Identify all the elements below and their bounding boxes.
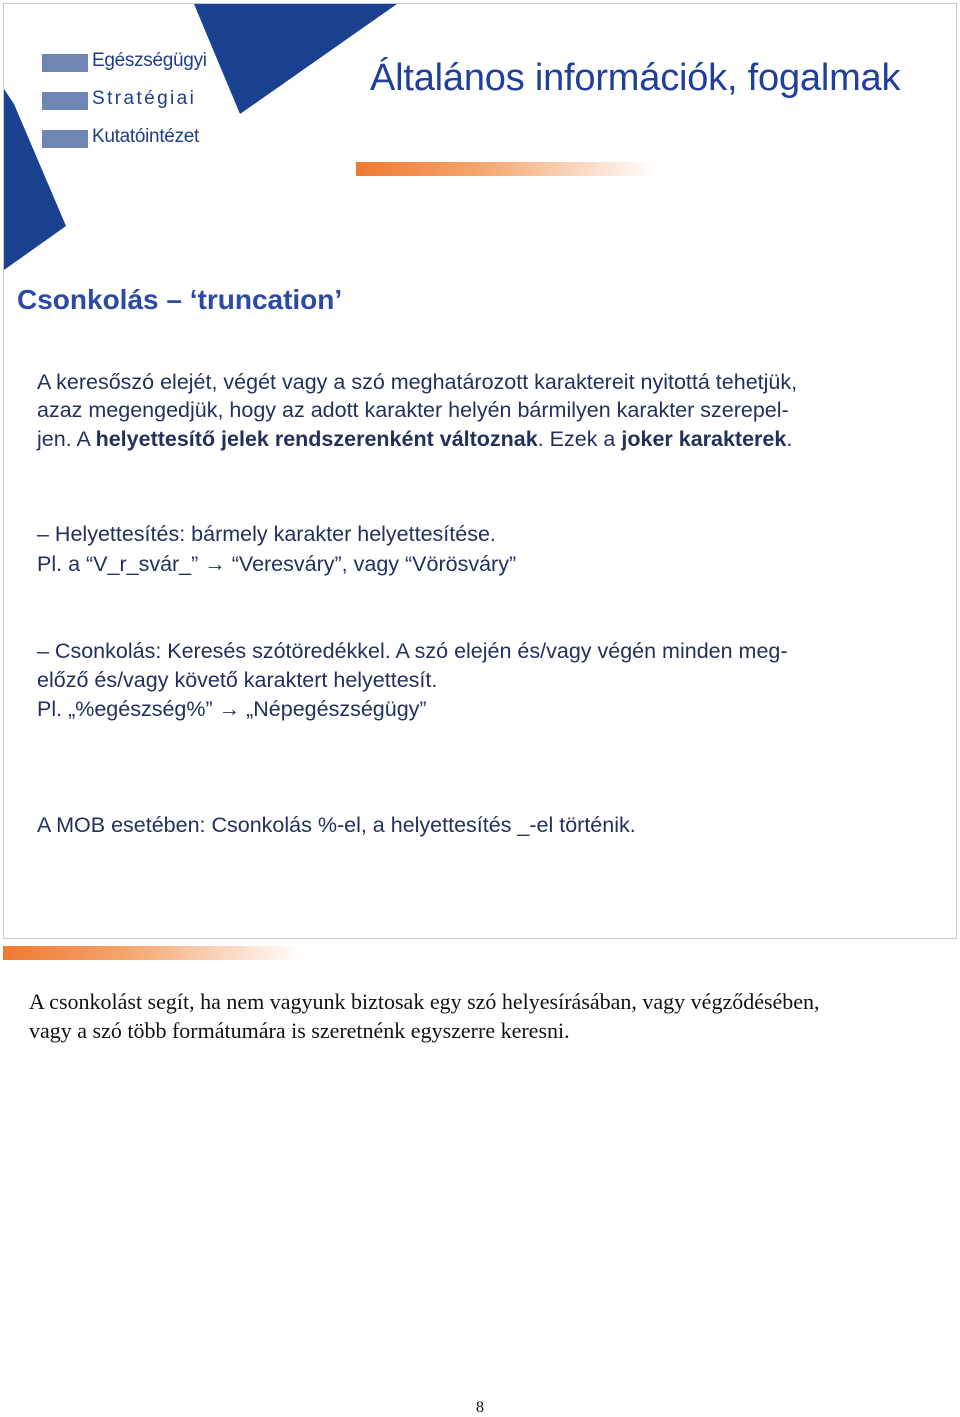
page-number: 8: [476, 1399, 484, 1416]
notes-line-2: vagy a szó több formátumára is szeretnénk egyszerre keresni.: [29, 1018, 570, 1043]
logo-text-line1: Egészségügyi: [92, 50, 207, 71]
notes-line-1: A csonkolást segít, ha nem vagyunk biztosak egy szó helyesírásában, vagy végződésében,: [29, 989, 820, 1014]
logo-bar: [42, 92, 88, 110]
intro-line-1: A keresőszó elejét, végét vagy a szó meghatározott karaktereit nyitottá tehetjük,: [37, 370, 798, 394]
truncation-definition-line-2: előző és/vagy követő karaktert helyettesít.: [37, 668, 438, 692]
substitution-example: Pl. a “V_r_svár_” → “Veresváry”, vagy “Vörösváry”: [37, 552, 517, 576]
logo-bar: [42, 54, 88, 72]
logo-text-line3: Kutatóintézet: [92, 126, 200, 147]
mob-note: A MOB esetében: Csonkolás %-el, a helyettesítés _-el történik.: [37, 813, 636, 837]
logo-text-line2: Stratégiai: [92, 88, 197, 109]
intro-line-2: azaz megengedjük, hogy az adott karakter helyén bármilyen karakter szerepel-: [37, 398, 789, 422]
intro-line-3: jen. A helyettesítő jelek rendszerenként változnak. Ezek a joker karakterek.: [37, 427, 793, 451]
title-underline-bar: [356, 162, 656, 176]
logo-bar: [42, 130, 88, 148]
truncation-definition-line-1: – Csonkolás: Keresés szótöredékkel. A szó elején és/vagy végén minden meg-: [37, 639, 788, 663]
section-heading: Csonkolás – ‘truncation’: [17, 284, 343, 315]
speaker-notes: [29, 987, 820, 1045]
emphasis-wildcards: helyettesítő jelek rendszerenként változnak: [95, 427, 538, 451]
slide: [3, 3, 957, 939]
top-blue-triangle: [194, 4, 397, 114]
slide-title: Általános információk, fogalmak: [370, 57, 901, 99]
emphasis-joker: joker karakterek: [621, 427, 787, 451]
truncation-example: Pl. „%egészség%” → „Népegészségügy”: [37, 697, 427, 721]
institute-logo: [42, 48, 212, 158]
substitution-definition: – Helyettesítés: bármely karakter helyettesítése.: [37, 522, 496, 546]
divider-bar: [3, 946, 303, 960]
